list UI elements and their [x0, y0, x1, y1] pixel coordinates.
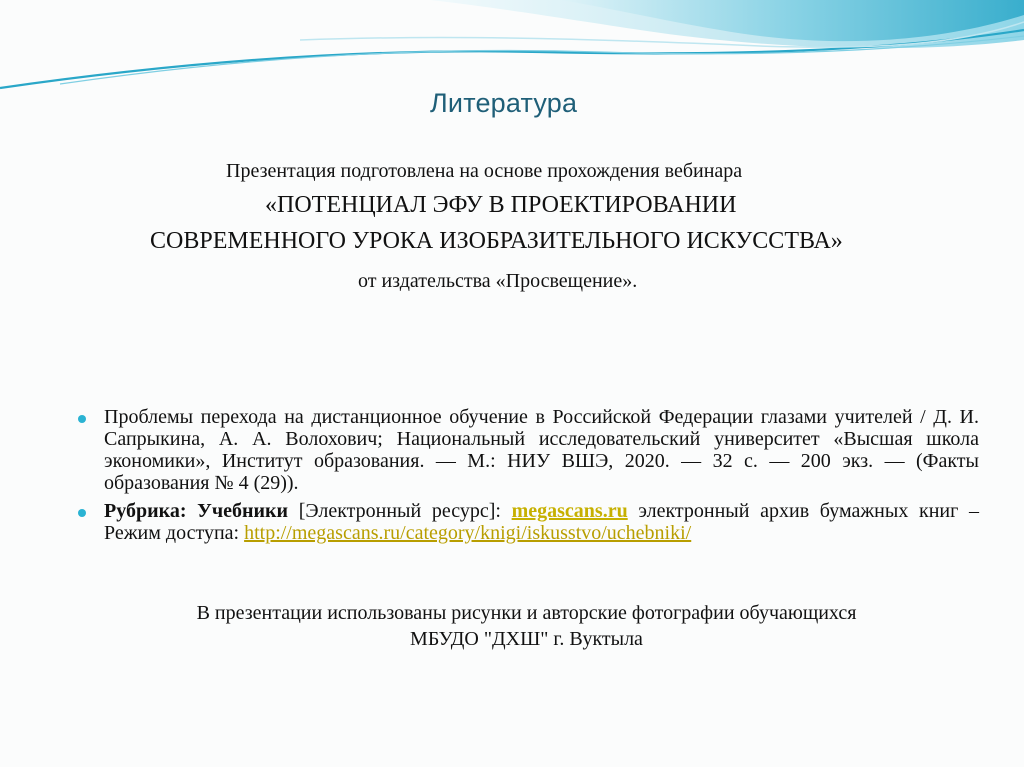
reference-text-after-link: электронный архив бумажных книг – Режим доступа:	[104, 500, 979, 544]
intro-line-4: от издательства «Просвещение».	[358, 270, 638, 292]
bullet-icon	[78, 509, 86, 517]
intro-line-1: Презентация подготовлена на основе прохождения вебинара	[226, 160, 743, 182]
megascans-url-link[interactable]: http://megascans.ru/category/knigi/iskusstvo/uchebniki/	[244, 522, 692, 544]
credits-footer	[74, 600, 979, 652]
reference-rubric-label: Рубрика: Учебники	[104, 500, 289, 522]
reference-item	[74, 406, 979, 494]
reference-text: Проблемы перехода на дистанционное обучение в Российской Федерации глазами учителей / Д. И. Сапрыкина, А. А. Волохович; Национальный исследовательский университет «Высшая школа экономики», Институт образования. — М.: НИУ ВШЭ, 2020. — 32 с. — 200 экз. — (Факты образования № 4 (29)).	[104, 406, 979, 494]
reference-item	[74, 500, 979, 544]
reference-text-before-link: [Электронный ресурс]:	[288, 500, 512, 522]
credits-line-2: МБУДО "ДХШ" г. Вуктыла	[410, 628, 643, 650]
bullet-icon	[78, 415, 86, 423]
megascans-site-link[interactable]: megascans.ru	[511, 500, 628, 522]
intro-line-2: «ПОТЕНЦИАЛ ЭФУ В ПРОЕКТИРОВАНИИ	[265, 192, 737, 218]
references-list	[74, 406, 979, 550]
slide-title: Литература	[430, 88, 578, 118]
credits-line-1: В презентации использованы рисунки и авторские фотографии обучающихся	[196, 602, 857, 624]
intro-line-3: СОВРЕМЕННОГО УРОКА ИЗОБРАЗИТЕЛЬНОГО ИСКУССТВА»	[150, 228, 843, 254]
